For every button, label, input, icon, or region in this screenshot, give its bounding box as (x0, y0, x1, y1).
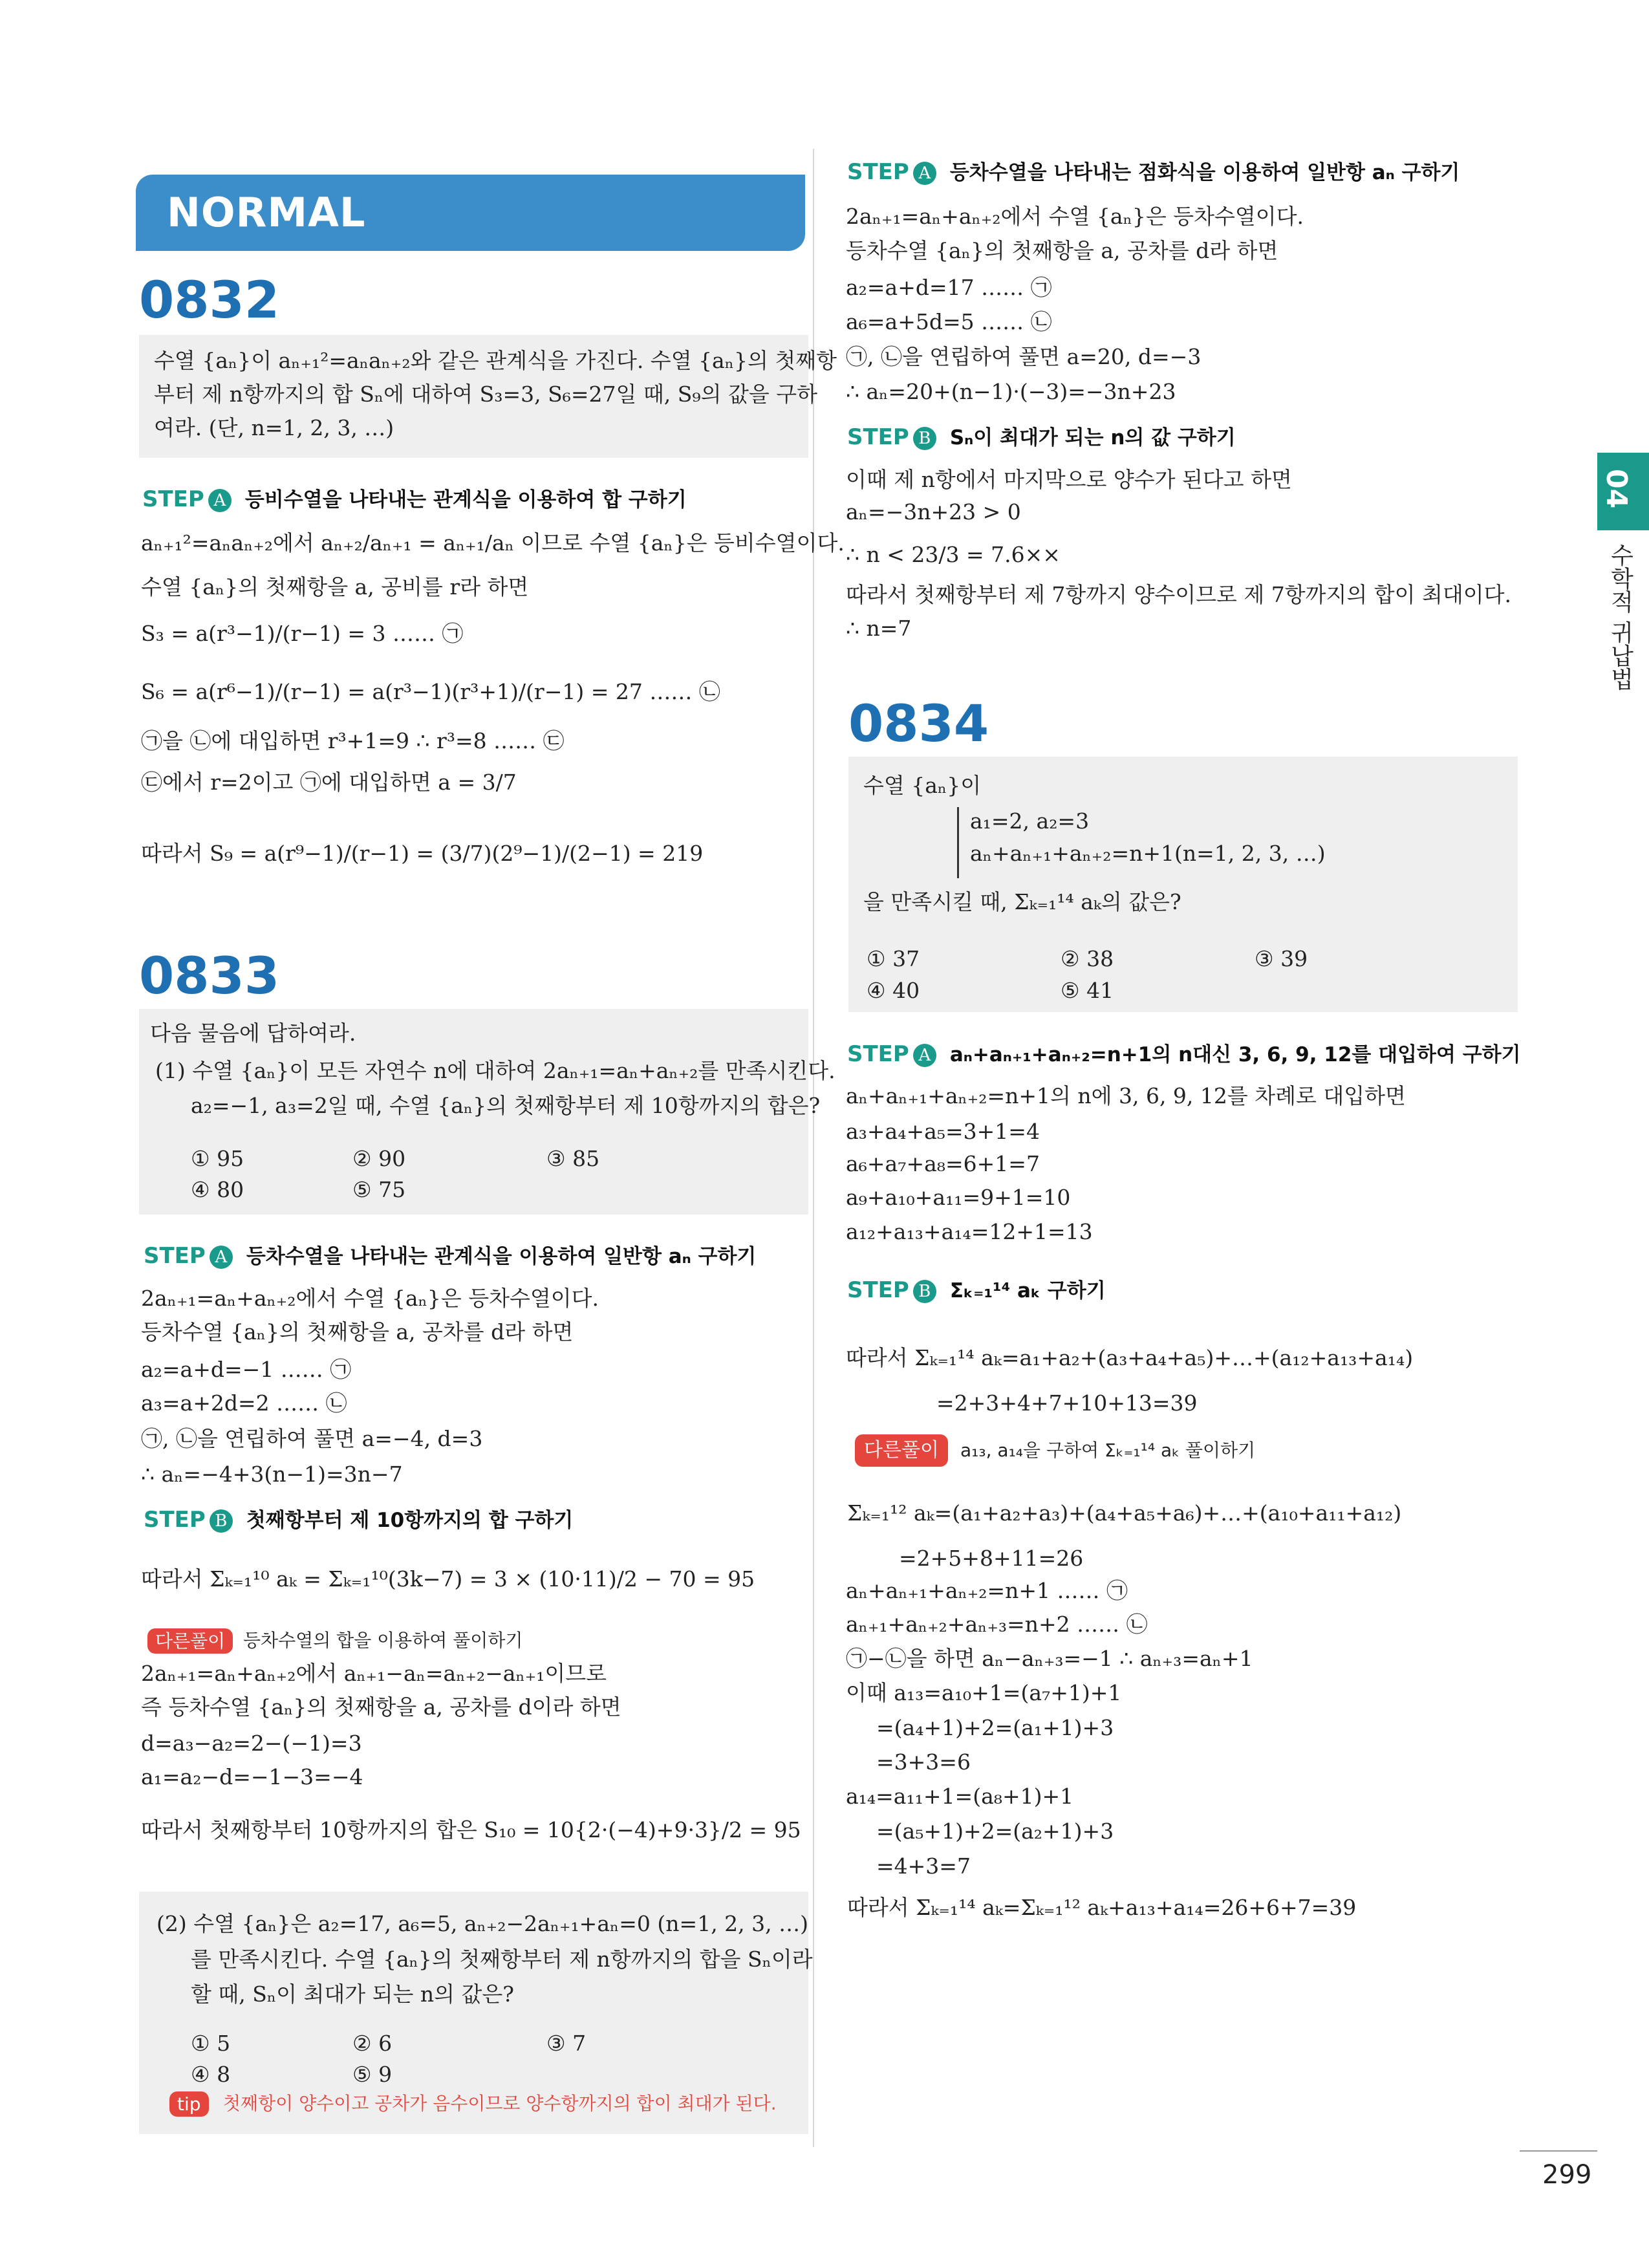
step-title: 첫째항부터 제 10항까지의 합 구하기 (246, 1509, 574, 1532)
solution-line: 2aₙ₊₁=aₙ+aₙ₊₂에서 수열 {aₙ}은 등차수열이다. (141, 1286, 599, 1311)
step-letter-badge: B (913, 1280, 936, 1303)
solution-line: a₆+a₇+a₈=6+1=7 (846, 1151, 1040, 1176)
question-line: (2) 수열 {aₙ}은 a₂=17, a₆=5, aₙ₊₂−2aₙ₊₁+aₙ=0 (n=1, 2, 3, …) (156, 1911, 809, 1936)
question-line: 을 만족시킬 때, Σₖ₌₁¹⁴ aₖ의 값은? (863, 889, 1181, 914)
question-line: a₂=−1, a₃=2일 때, 수열 {aₙ}의 첫째항부터 제 10항까지의 합은? (191, 1093, 821, 1118)
question-line: 부터 제 n항까지의 합 Sₙ에 대하여 S₃=3, S₆=27일 때, S₉의 값을 구하 (154, 382, 817, 407)
solution-line: a₁₄=a₁₁+1=(a₈+1)+1 (846, 1784, 1074, 1809)
solution-line: a₃=a+2d=2 …… ㉡ (141, 1390, 347, 1416)
choice[interactable]: ② 38 (1061, 946, 1114, 971)
tip-text: 첫째항이 양수이고 공차가 음수이므로 양수항까지의 합이 최대가 된다. (223, 2093, 777, 2114)
solution-line: aₙ₊₁²=aₙaₙ₊₂에서 aₙ₊₂/aₙ₊₁ = aₙ₊₁/aₙ 이므로 수열 {aₙ}은 등비수열이다. (141, 530, 845, 556)
solution-line: 따라서 Σₖ₌₁¹⁰ aₖ = Σₖ₌₁¹⁰(3k−7) = 3 × (10·11)/2 − 70 = 95 (141, 1566, 755, 1592)
solution-line: 따라서 Σₖ₌₁¹⁴ aₖ=a₁+a₂+(a₃+a₄+a₅)+…+(a₁₂+a₁₃+a₁₄) (846, 1345, 1414, 1370)
question-line: 할 때, Sₙ이 최대가 되는 n의 값은? (191, 1982, 514, 2007)
solution-line: d=a₃−a₂=2−(−1)=3 (141, 1731, 362, 1756)
step-label: STEP (847, 424, 909, 450)
choice[interactable]: ③ 39 (1255, 946, 1308, 971)
problem-number-0833: 0833 (139, 947, 280, 1006)
step-letter-badge: A (208, 489, 232, 512)
solution-line: 수열 {aₙ}의 첫째항을 a, 공비를 r라 하면 (141, 574, 529, 599)
solution-line: ∴ aₙ=20+(n−1)·(−3)=−3n+23 (846, 379, 1176, 404)
solution-line: ㉠−㉡을 하면 aₙ−aₙ₊₃=−1 ∴ aₙ₊₃=aₙ+1 (846, 1646, 1253, 1671)
solution-line: ㉠, ㉡을 연립하여 풀면 a=20, d=−3 (846, 344, 1202, 369)
solution-line: a₆=a+5d=5 …… ㉡ (846, 309, 1052, 334)
step-b-heading (144, 1507, 573, 1533)
solution-line: aₙ+aₙ₊₁+aₙ₊₂=n+1 …… ㉠ (846, 1578, 1128, 1603)
choice[interactable]: ① 5 (191, 2031, 231, 2056)
step-title: 등비수열을 나타내는 관계식을 이용하여 합 구하기 (244, 488, 687, 512)
solution-line: 즉 등차수열 {aₙ}의 첫째항을 a, 공차를 d이라 하면 (141, 1694, 621, 1720)
solution-line: 등차수열 {aₙ}의 첫째항을 a, 공차를 d라 하면 (846, 238, 1278, 263)
chapter-title: 수학적 귀납법 (1607, 543, 1633, 691)
solution-line: 이때 a₁₃=a₁₀+1=(a₇+1)+1 (846, 1680, 1122, 1705)
step-a-heading (847, 159, 1460, 186)
step-label: STEP (847, 159, 909, 185)
solution-line: 2aₙ₊₁=aₙ+aₙ₊₂에서 aₙ₊₁−aₙ=aₙ₊₂−aₙ₊₁이므로 (141, 1661, 607, 1686)
tip-badge: tip (169, 2091, 209, 2117)
solution-line: aₙ+aₙ₊₁+aₙ₊₂=n+1의 n에 3, 6, 9, 12를 차례로 대입하면 (846, 1083, 1406, 1108)
step-label: STEP (847, 1041, 909, 1067)
step-label: STEP (144, 1243, 206, 1269)
step-title: aₙ+aₙ₊₁+aₙ₊₂=n+1의 n대신 3, 6, 9, 12를 대입하여 구하기 (949, 1043, 1521, 1066)
choice[interactable]: ② 6 (352, 2031, 393, 2056)
question-line: aₙ+aₙ₊₁+aₙ₊₂=n+1(n=1, 2, 3, …) (970, 841, 1326, 866)
step-title: 등차수열을 나타내는 점화식을 이용하여 일반항 aₙ 구하기 (949, 161, 1460, 184)
solution-line: =3+3=6 (876, 1749, 971, 1775)
page-number-rule (1520, 2150, 1597, 2152)
question-line: a₁=2, a₂=3 (970, 808, 1090, 834)
solution-line: 따라서 Σₖ₌₁¹⁴ aₖ=Σₖ₌₁¹² aₖ+a₁₃+a₁₄=26+6+7=39 (847, 1895, 1357, 1920)
step-letter-badge: A (913, 1044, 936, 1067)
choice[interactable]: ① 95 (191, 1146, 244, 1171)
step-a-heading (142, 486, 687, 513)
step-label: STEP (144, 1507, 206, 1533)
solution-line: Σₖ₌₁¹² aₖ=(a₁+a₂+a₃)+(a₄+a₅+a₆)+…+(a₁₀+a₁₁+a₁₂) (847, 1500, 1402, 1526)
solution-line: ∴ aₙ=−4+3(n−1)=3n−7 (141, 1462, 403, 1487)
step-a-heading (144, 1243, 756, 1269)
alt-solution-title: 등차수열의 합을 이용하여 풀이하기 (243, 1630, 523, 1651)
column-divider (813, 149, 814, 2147)
solution-line: ∴ n=7 (846, 616, 912, 641)
solution-line: aₙ=−3n+23 > 0 (846, 499, 1021, 524)
solution-line: a₁=a₂−d=−1−3=−4 (141, 1764, 363, 1789)
solution-line: 등차수열 {aₙ}의 첫째항을 a, 공차를 d라 하면 (141, 1319, 574, 1345)
solution-line: ㉠, ㉡을 연립하여 풀면 a=−4, d=3 (141, 1426, 483, 1451)
solution-line: =2+3+4+7+10+13=39 (936, 1390, 1198, 1416)
solution-line: S₆ = a(r⁶−1)/(r−1) = a(r³−1)(r³+1)/(r−1) = 27 …… ㉡ (141, 679, 720, 704)
solution-line: 2aₙ₊₁=aₙ+aₙ₊₂에서 수열 {aₙ}은 등차수열이다. (846, 204, 1304, 229)
solution-line: 이때 제 n항에서 마지막으로 양수가 된다고 하면 (846, 467, 1292, 492)
choice[interactable]: ③ 7 (546, 2031, 587, 2056)
step-title: Σₖ₌₁¹⁴ aₖ 구하기 (949, 1279, 1106, 1302)
choice[interactable]: ③ 85 (546, 1146, 600, 1171)
solution-line: a₁₂+a₁₃+a₁₄=12+1=13 (846, 1219, 1093, 1244)
chapter-number: 04 (1600, 469, 1633, 509)
step-label: STEP (142, 486, 204, 512)
question-line: 다음 물음에 답하여라. (150, 1021, 356, 1046)
choice[interactable]: ⑤ 41 (1061, 978, 1114, 1003)
solution-line: a₃+a₄+a₅=3+1=4 (846, 1119, 1040, 1144)
page-number: 299 (1542, 2160, 1592, 2190)
step-label: STEP (847, 1277, 909, 1303)
solution-line: ㉢에서 r=2이고 ㉠에 대입하면 a = 3/7 (141, 770, 517, 795)
alt-solution-badge: 다른풀이 (147, 1628, 233, 1654)
choice[interactable]: ② 90 (352, 1146, 406, 1171)
step-title: 등차수열을 나타내는 관계식을 이용하여 일반항 aₙ 구하기 (246, 1245, 757, 1268)
solution-line: ㉠을 ㉡에 대입하면 r³+1=9 ∴ r³=8 …… ㉢ (141, 728, 565, 753)
choice[interactable]: ⑤ 75 (352, 1177, 406, 1202)
solution-line: =(a₄+1)+2=(a₁+1)+3 (876, 1715, 1114, 1740)
question-line: 수열 {aₙ}이 aₙ₊₁²=aₙaₙ₊₂와 같은 관계식을 가진다. 수열 {aₙ}의 첫째항 (154, 348, 837, 373)
choice[interactable]: ⑤ 9 (352, 2062, 393, 2087)
solution-line: =2+5+8+11=26 (899, 1546, 1084, 1571)
question-line: 여라. (단, n=1, 2, 3, …) (154, 415, 394, 440)
step-letter-badge: A (913, 162, 936, 185)
step-letter-badge: B (210, 1509, 233, 1533)
question-line: 를 만족시킨다. 수열 {aₙ}의 첫째항부터 제 n항까지의 합을 Sₙ이라 (191, 1947, 813, 1972)
problem-number-0834: 0834 (848, 695, 989, 753)
step-letter-badge: B (913, 427, 936, 450)
choice[interactable]: ① 37 (867, 946, 920, 971)
step-b-heading (847, 424, 1236, 451)
step-title: Sₙ이 최대가 되는 n의 값 구하기 (949, 426, 1236, 449)
solution-line: 따라서 첫째항부터 10항까지의 합은 S₁₀ = 10{2·(−4)+9·3}/2 = 95 (141, 1817, 801, 1842)
choice[interactable]: ④ 40 (867, 978, 920, 1003)
question-line: (1) 수열 {aₙ}이 모든 자연수 n에 대하여 2aₙ₊₁=aₙ+aₙ₊₂를 만족시킨다. (155, 1058, 835, 1083)
solution-line: ∴ n < 23/3 = 7.6×× (846, 542, 1061, 567)
solution-line: 따라서 S₉ = a(r⁹−1)/(r−1) = (3/7)(2⁹−1)/(2−1) = 219 (141, 841, 704, 866)
solution-line: a₉+a₁₀+a₁₁=9+1=10 (846, 1185, 1071, 1210)
alt-solution-title: a₁₃, a₁₄을 구하여 Σₖ₌₁¹⁴ aₖ 풀이하기 (960, 1440, 1256, 1461)
solution-line: =4+3=7 (876, 1853, 971, 1879)
solution-line: S₃ = a(r³−1)/(r−1) = 3 …… ㉠ (141, 621, 464, 646)
question-line: 수열 {aₙ}이 (863, 773, 982, 798)
solution-line: 따라서 첫째항부터 제 7항까지 양수이므로 제 7항까지의 합이 최대이다. (846, 582, 1511, 607)
step-a-heading (847, 1041, 1521, 1068)
choice[interactable]: ④ 80 (191, 1177, 244, 1202)
solution-line: a₂=a+d=17 …… ㉠ (846, 275, 1052, 300)
choice[interactable]: ④ 8 (191, 2062, 231, 2087)
step-letter-badge: A (210, 1246, 233, 1269)
solution-line: aₙ₊₁+aₙ₊₂+aₙ₊₃=n+2 …… ㉡ (846, 1612, 1148, 1637)
solution-line: a₂=a+d=−1 …… ㉠ (141, 1357, 352, 1382)
alt-solution-badge: 다른풀이 (855, 1434, 948, 1467)
step-b-heading (847, 1277, 1106, 1304)
section-banner-title: NORMAL (167, 189, 366, 236)
solution-line: =(a₅+1)+2=(a₂+1)+3 (876, 1819, 1114, 1844)
system-brace (957, 807, 960, 878)
problem-number-0832: 0832 (139, 272, 280, 330)
